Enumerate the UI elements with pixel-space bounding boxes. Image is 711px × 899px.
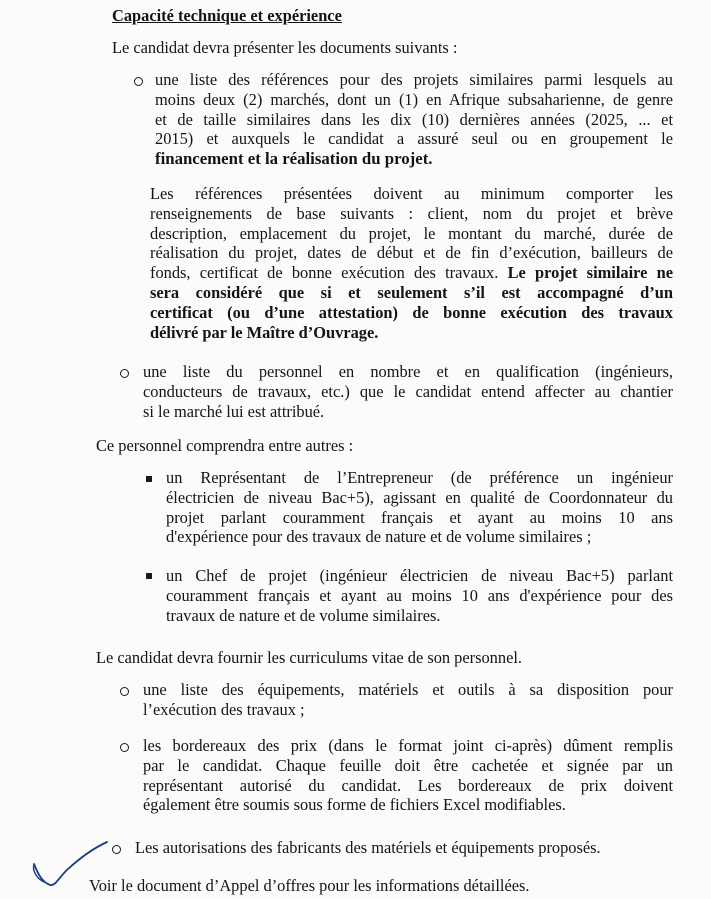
references-requirements bbox=[150, 184, 673, 342]
personnel-intro: Ce personnel comprendra entre autres : bbox=[96, 436, 354, 455]
paragraph-line: description, emplacement du projet, le montant du marché, durée de bbox=[150, 223, 673, 243]
paragraph-bold-line: sera considéré que si et seulement s’il est accompagné d’un bbox=[150, 282, 673, 302]
sub-item-line: d'expérience pour des travaux de nature et de volume similaires ; bbox=[166, 527, 592, 547]
list-item-bold-line: financement et la réalisation du projet. bbox=[155, 149, 433, 169]
list-item-line: une liste du personnel en nombre et en qualification (ingénieurs, bbox=[143, 362, 673, 381]
cv-requirement: Le candidat devra fournir les curriculums vitae de son personnel. bbox=[96, 648, 523, 667]
sub-item-representative bbox=[166, 468, 673, 547]
paragraph-bold-line: certificat (ou d’une attestation) de bonne exécution des travaux bbox=[150, 302, 673, 322]
list-item-line: représentant autorisé du candidat. Les bordereaux de prix doivent bbox=[143, 775, 673, 795]
circle-bullet-icon bbox=[120, 743, 129, 752]
sub-item-line: projet parlant couramment français et ayant au moins 10 ans bbox=[166, 507, 673, 527]
paragraph-line: renseignements de base suivants : client, nom du projet et brève bbox=[150, 203, 673, 223]
sub-item-line: un Chef de projet (ingénieur électricien de niveau Bac+5) parlant bbox=[166, 566, 673, 585]
list-item-line: une liste des équipements, matériels et outils à sa disposition pour bbox=[143, 680, 673, 699]
circle-bullet-icon bbox=[112, 845, 121, 854]
intro-text: Le candidat devra présenter les documents suivants : bbox=[112, 38, 458, 57]
paragraph-line: Les références présentées doivent au minimum comporter les bbox=[150, 184, 673, 203]
list-item-line: une liste des références pour des projets similaires parmi lesquels au bbox=[155, 70, 673, 89]
list-item-line: si le marché lui est attribué. bbox=[143, 401, 325, 421]
list-item-line: l’exécution des travaux ; bbox=[143, 699, 305, 719]
section-heading: Capacité technique et expérience bbox=[112, 6, 342, 25]
list-item-price-schedules bbox=[143, 736, 673, 815]
paragraph-plain-text: fonds, certificat de bonne exécution des travaux. bbox=[150, 263, 499, 283]
list-item-line: également être soumis sous forme de fichiers Excel modifiables. bbox=[143, 795, 566, 815]
paragraph-line bbox=[150, 263, 673, 283]
paragraph-bold-line: délivré par le Maître d’Ouvrage. bbox=[150, 322, 379, 342]
sub-item-line: couramment français et ayant au moins 10 ans d'expérience pour des bbox=[166, 585, 673, 605]
list-item-manufacturer-authorisations: Les autorisations des fabricants des matériels et équipements proposés. bbox=[135, 838, 601, 857]
square-bullet-icon bbox=[146, 476, 152, 482]
list-item-references bbox=[155, 70, 673, 169]
circle-bullet-icon bbox=[134, 77, 143, 86]
list-item-line: moins deux (2) marchés, dont un (1) en Afrique subsaharienne, de genre bbox=[155, 89, 673, 109]
sub-item-line: travaux de nature et de volume similaires. bbox=[166, 605, 441, 625]
square-bullet-icon bbox=[146, 573, 152, 579]
sub-item-line: un Représentant de l’Entrepreneur (de préférence un ingénieur bbox=[166, 468, 673, 487]
list-item-personnel bbox=[143, 362, 673, 421]
list-item-equipment bbox=[143, 680, 673, 720]
circle-bullet-icon bbox=[120, 687, 129, 696]
footer-note: Voir le document d’Appel d’offres pour les informations détaillées. bbox=[89, 876, 530, 895]
circle-bullet-icon bbox=[120, 369, 129, 378]
list-item-line: par le candidat. Chaque feuille doit être cachetée et signée par un bbox=[143, 755, 673, 775]
paragraph-line: réalisation du projet, dates de début et de fin d’exécution, bailleurs de bbox=[150, 243, 673, 263]
list-item-line: conducteurs de travaux, etc.) que le candidat entend affecter au chantier bbox=[143, 381, 673, 401]
paragraph-bold-text: Le projet similaire ne bbox=[507, 263, 673, 283]
list-item-line: les bordereaux des prix (dans le format joint ci-après) dûment remplis bbox=[143, 736, 673, 755]
list-item-line: 2015) et auxquels le candidat a assuré seul ou en groupement le bbox=[155, 129, 673, 149]
list-item-line: et de taille similaires dans les dix (10) dernières années (2025, ... et bbox=[155, 109, 673, 129]
sub-item-line: électricien de niveau Bac+5), agissant en qualité de Coordonnateur du bbox=[166, 487, 673, 507]
sub-item-project-manager bbox=[166, 566, 673, 625]
